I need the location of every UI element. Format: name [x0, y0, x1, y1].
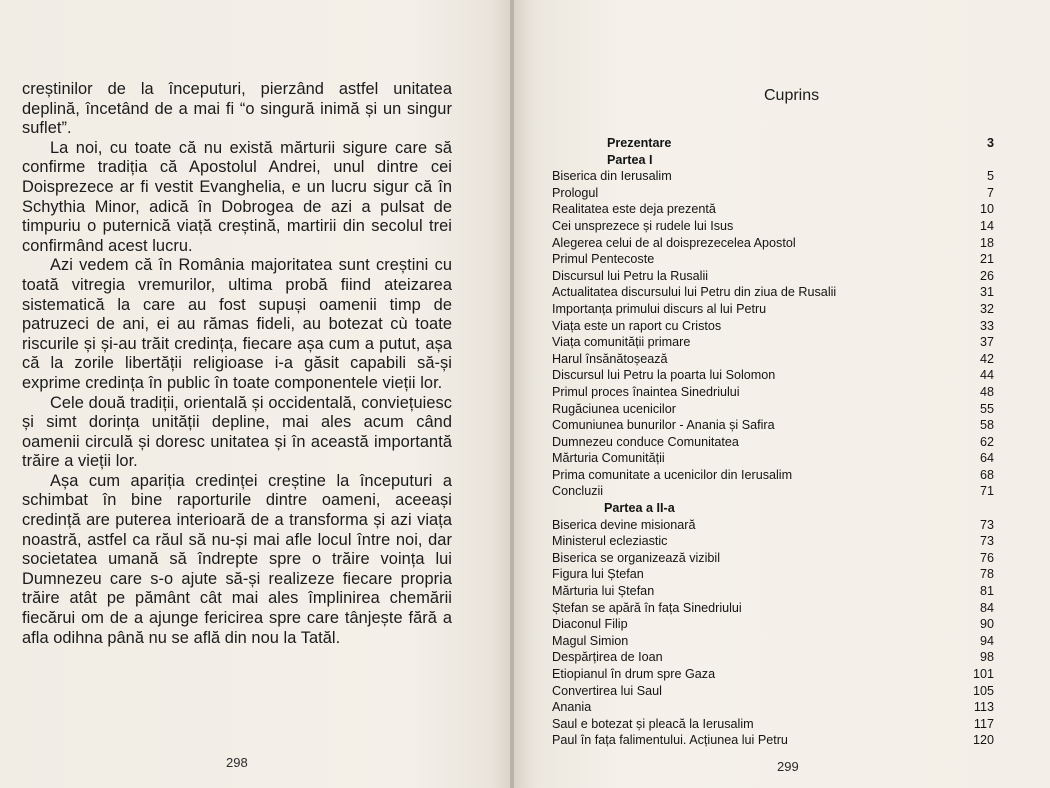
toc-entry-page: 7	[986, 185, 994, 200]
toc-entry-page: 113	[973, 700, 994, 715]
toc-entry	[552, 483, 994, 500]
toc-entry-page: 32	[979, 301, 994, 316]
toc-entry	[552, 467, 994, 484]
toc-entry-page: 48	[979, 384, 994, 399]
toc-entry	[552, 533, 994, 550]
toc-entry-page: 10	[979, 202, 994, 217]
toc-entry-title: Despărțirea de Ioan	[552, 650, 663, 665]
toc-entry	[552, 716, 994, 733]
toc-entry-title: Concluzii	[552, 484, 604, 499]
table-of-contents	[552, 135, 994, 749]
toc-entry-title: Importanța primului discurs al lui Petru	[552, 301, 767, 316]
toc-entry-title: Figura lui Ștefan	[552, 567, 644, 582]
toc-entry-page: 26	[979, 268, 994, 283]
toc-entry-page: 37	[979, 335, 994, 350]
toc-entry-page: 62	[979, 434, 994, 449]
toc-entry	[552, 566, 994, 583]
toc-entry-page: 18	[979, 235, 994, 250]
toc-entry-title: Viața este un raport cu Cristos	[552, 318, 722, 333]
toc-entry-title: Dumnezeu conduce Comunitatea	[552, 434, 739, 449]
toc-entry	[552, 318, 994, 335]
toc-entry	[552, 649, 994, 666]
body-paragraph: Azi vedem că în România majoritatea sunt creștini cu toată vitregia vremurilor, ultima probă fiind ateizarea sistematică la care au fost supuși oamenii timp de patruzeci de ani, ei au rămas fideli, au botezat cù toate riscurile și și-au trăit credința, fiecare așa cum a putut, așa că la zorile libertății religioase i-a găsit capabili să-și exprime credința în public în toate componentele vieții lor.	[22, 256, 452, 392]
toc-entry-title: Cei unsprezece și rudele lui Isus	[552, 218, 734, 233]
toc-entry-page: 44	[979, 368, 994, 383]
toc-entry-page: 55	[979, 401, 994, 416]
toc-entry	[552, 600, 994, 617]
toc-entry	[552, 401, 994, 418]
toc-entry	[552, 301, 994, 318]
toc-entry-page: 84	[979, 600, 994, 615]
toc-entry-title: Discursul lui Petru la poarta lui Solomon	[552, 368, 776, 383]
toc-entry	[552, 699, 994, 716]
toc-entry-title: Discursul lui Petru la Rusalii	[552, 268, 709, 283]
toc-entry	[552, 218, 994, 235]
toc-entry	[552, 367, 994, 384]
toc-section-heading	[552, 500, 994, 517]
toc-entry-title: Rugăciunea ucenicilor	[552, 401, 676, 416]
toc-entry-page: 14	[979, 218, 994, 233]
toc-entry-page: 101	[972, 667, 994, 681]
toc-entry	[552, 417, 994, 434]
toc-entry-page: 90	[979, 617, 994, 632]
toc-entry-title: Primul proces înaintea Sinedriului	[552, 384, 740, 399]
toc-entry	[552, 284, 994, 301]
toc-entry-title: Prima comunitate a ucenicilor din Ierusalim	[552, 467, 793, 482]
left-page	[0, 0, 512, 788]
toc-entry-page: 78	[979, 567, 994, 582]
toc-entry	[552, 732, 994, 749]
toc-entry-page: 68	[979, 467, 994, 482]
toc-entry	[552, 384, 994, 401]
toc-entry	[552, 268, 994, 285]
toc-entry-title: Biserica se organizează vizibil	[552, 550, 720, 565]
toc-entry-page: 3	[986, 136, 994, 150]
toc-entry-page: 117	[973, 716, 994, 731]
toc-entry-title: Etiopianul în drum spre Gaza	[552, 667, 716, 681]
body-paragraph: Cele două tradiții, orientală și occidentală, conviețuiesc și simt dorința unității depline, mai ales acum când oamenii circulă și doresc unitatea și în această importantă trăire a vieții lor.	[22, 393, 452, 471]
toc-entry-title: Comuniunea bunurilor - Anania și Safira	[552, 418, 775, 433]
toc-entry-page: 64	[979, 451, 994, 466]
toc-entry	[552, 633, 994, 650]
left-page-number: 298	[226, 755, 248, 770]
toc-entry-title: Alegerea celui de al doisprezecelea Apostol	[552, 235, 796, 250]
toc-entry	[552, 517, 994, 534]
toc-entry-page: 21	[979, 252, 994, 267]
left-page-body-text	[22, 80, 452, 648]
toc-entry-page: 120	[972, 733, 994, 748]
toc-entry	[552, 583, 994, 600]
body-paragraph: creștinilor de la începuturi, pierzând astfel unitatea deplină, încetând de a mai fi “o singură inimă și un singur suflet”.	[22, 80, 452, 138]
toc-entry-title: Mărturia lui Ștefan	[552, 584, 655, 599]
toc-entry-page: 76	[979, 550, 994, 565]
toc-entry-title: Prezentare	[607, 136, 672, 150]
right-page-number: 299	[777, 759, 799, 774]
toc-entry-page: 73	[979, 517, 994, 532]
toc-entry-title: Actualitatea discursului lui Petru din ziua de Rusalii	[552, 285, 837, 300]
toc-entry	[552, 235, 994, 252]
toc-entry-page: 71	[979, 484, 994, 499]
toc-entry-title: Diaconul Filip	[552, 617, 628, 632]
toc-entry	[552, 201, 994, 218]
toc-entry	[552, 434, 994, 451]
toc-entry	[552, 334, 994, 351]
toc-entry	[552, 666, 994, 683]
toc-entry-title: Anania	[552, 700, 592, 715]
toc-entry-title: Mărturia Comunității	[552, 451, 665, 466]
toc-title: Cuprins	[764, 87, 820, 104]
toc-entry-title: Biserica din Ierusalim	[552, 169, 672, 184]
toc-entry-page: 42	[979, 351, 994, 366]
toc-entry-title: Viața comunității primare	[552, 335, 691, 350]
toc-entry-page: 31	[979, 285, 994, 300]
toc-section-heading	[552, 152, 994, 169]
toc-entry	[552, 251, 994, 268]
toc-entry-title: Ștefan se apără în fața Sinedriului	[552, 600, 742, 615]
toc-entry-title: Partea I	[607, 152, 653, 167]
toc-entry-title: Harul însănătoșează	[552, 351, 668, 366]
toc-entry-title: Biserica devine misionară	[552, 517, 696, 532]
toc-entry-title: Prologul	[552, 185, 599, 200]
toc-entry	[552, 185, 994, 202]
toc-entry	[552, 450, 994, 467]
right-page	[514, 0, 1050, 788]
toc-entry-title: Ministerul ecleziastic	[552, 534, 668, 549]
toc-entry-page: 94	[979, 633, 994, 648]
toc-entry	[552, 550, 994, 567]
toc-entry-page: 73	[979, 534, 994, 549]
toc-entry-title: Paul în fața falimentului. Acțiunea lui Petru	[552, 733, 788, 748]
toc-entry-title: Saul e botezat și pleacă la Ierusalim	[552, 716, 754, 731]
toc-entry	[552, 351, 994, 368]
toc-entry-title: Realitatea este deja prezentă	[552, 202, 716, 217]
toc-entry-page: 105	[972, 683, 994, 698]
toc-entry-page: 33	[979, 318, 994, 333]
toc-section-heading	[552, 135, 994, 152]
toc-entry-title: Convertirea lui Saul	[552, 683, 662, 698]
toc-entry-title: Partea a II-a	[604, 501, 675, 516]
body-paragraph: La noi, cu toate că nu există mărturii sigure care să confirme tradiția că Apostolul Andrei, unul dintre cei Doisprezece ar fi vestit Evanghelia, e un lucru sigur că în Schythia Minor, adică în Dobrogea de azi a pulsat de timpuriu o puternică viață creștină, martirii din secolul trei confirmând acest lucru.	[22, 138, 452, 255]
toc-entry-page: 98	[979, 650, 994, 665]
body-paragraph: Așa cum apariția credinței creștine la începuturi a schimbat în bine raporturile dintre oameni, aceeași credință are puterea interioară de a transforma și azi viața noastră, astfel ca răul să nu-și mai afle locul între noi, dar societatea umană să îndrepte spre o trăire voința lui Dumnezeu care s-o ajute să-și realizeze fiecare propria trăire atât pe pământ cât mai ales împlinirea chemării fiecărui om de a ajunge fericirea spre care tânjește fără a afla odihna până nu se află din nou la Tatăl.	[22, 471, 452, 647]
toc-entry-title: Primul Pentecoste	[552, 252, 655, 267]
toc-entry	[552, 616, 994, 633]
toc-entry-title: Magul Simion	[552, 633, 629, 648]
toc-entry-page: 81	[979, 584, 994, 599]
toc-entry	[552, 683, 994, 700]
toc-entry	[552, 168, 994, 185]
toc-entry-page: 58	[979, 418, 994, 433]
toc-entry-page: 5	[986, 169, 994, 184]
